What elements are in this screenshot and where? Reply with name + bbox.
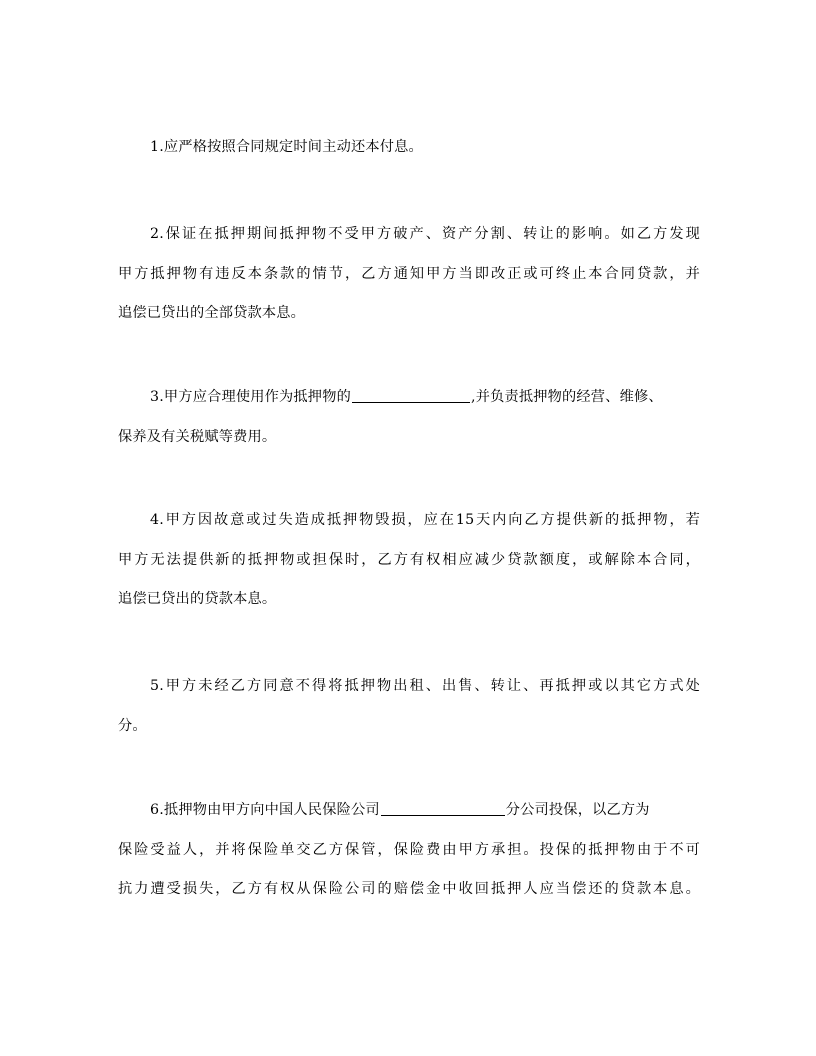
clause-6-text-before-blank: 6.抵押物由甲方向中国人民保险公司: [150, 802, 380, 818]
clause-6-line-1: [118, 791, 700, 831]
collateral-name-blank[interactable]: [352, 388, 470, 403]
clause-3-line-2: 保养及有关税赋等费用。: [118, 428, 277, 445]
clause-2-line-1: 2.保证在抵押期间抵押物不受甲方破产、资产分割、转让的影响。如乙方发现: [150, 226, 700, 242]
clause-3-line-1: [118, 378, 700, 418]
clause-6-line-2: 保险受益人，并将保险单交乙方保管，保险费由甲方承担。投保的抵押物由于不可: [118, 841, 700, 858]
clause-5: [118, 667, 700, 746]
clause-1: [118, 128, 700, 168]
clause-3-text-after-blank: ,并负责抵押物的经营、维修、: [470, 389, 663, 405]
clause-3-text-before-blank: 3.甲方应合理使用作为抵押物的: [150, 389, 351, 405]
clause-5-line-1: 5.甲方未经乙方同意不得将抵押物出租、出售、转让、再抵押或以其它方式处: [150, 678, 700, 694]
clause-5-line-2: 分。: [118, 717, 147, 734]
clause-1-line-1: 1.应严格按照合同规定时间主动还本付息。: [150, 139, 423, 155]
clause-2-line-3: 追偿已贷出的全部贷款本息。: [118, 305, 306, 321]
clause-6-line-3: 抗力遭受损失，乙方有权从保险公司的赔偿金中收回抵押人应当偿还的贷款本息。: [118, 881, 700, 897]
clause-2: [118, 215, 700, 334]
clause-4-line-3: 追偿已贷出的贷款本息。: [118, 591, 277, 607]
clause-3: [118, 378, 700, 457]
clause-2-line-2: 甲方抵押物有违反本条款的情节，乙方通知甲方当即改正或可终止本合同贷款，并: [118, 265, 700, 282]
insurance-branch-blank[interactable]: [381, 801, 505, 816]
clause-4: [118, 501, 700, 620]
clause-6: [118, 791, 700, 910]
clause-4-line-1: 4.甲方因故意或过失造成抵押物毁损，应在15天内向乙方提供新的抵押物，若: [150, 512, 700, 528]
clause-4-line-2: 甲方无法提供新的抵押物或担保时，乙方有权相应减少贷款额度，或解除本合同，: [118, 551, 700, 568]
clause-6-text-after-blank: 分公司投保，以乙方为: [505, 802, 650, 818]
